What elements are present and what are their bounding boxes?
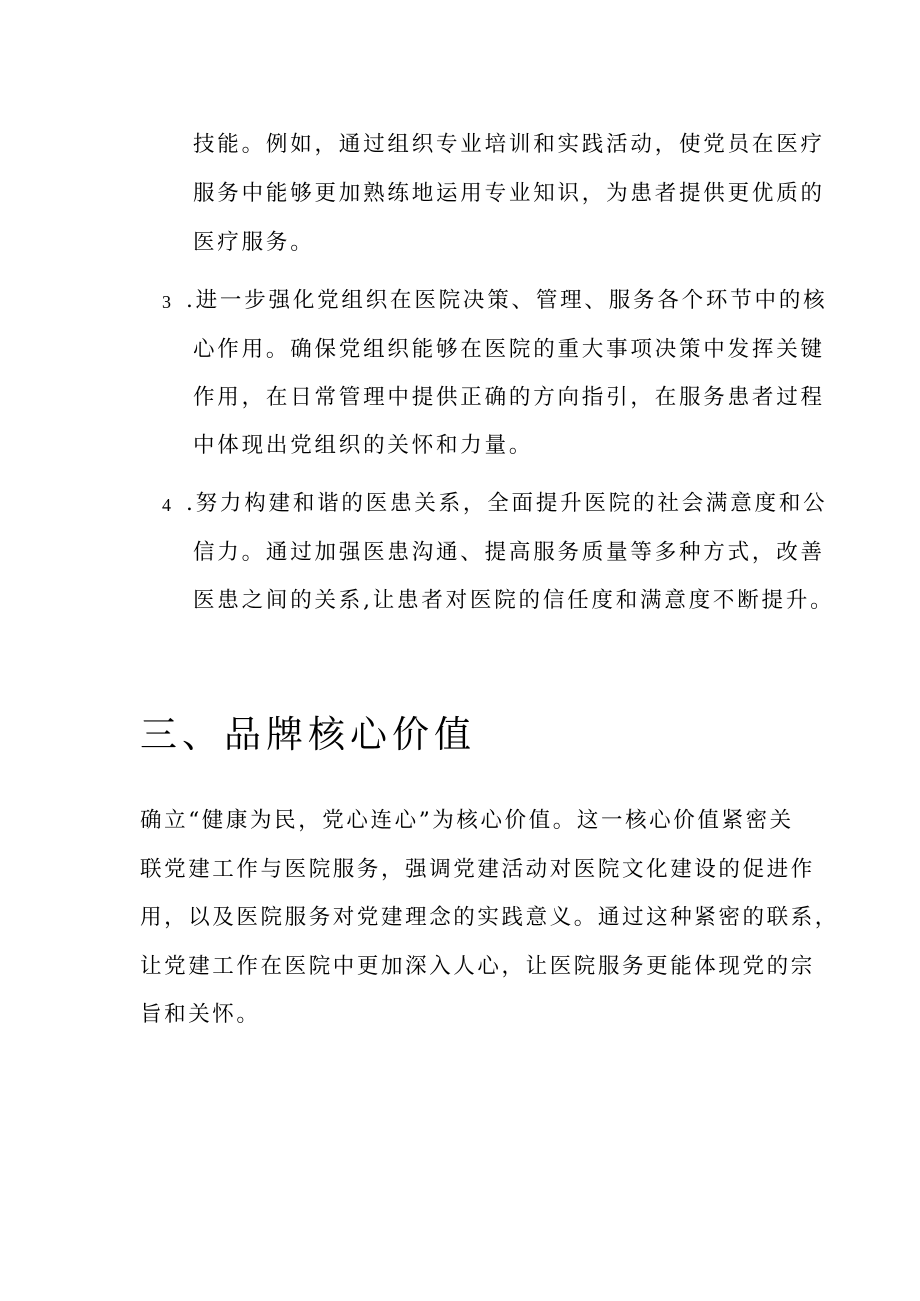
- list-item-line: 信力。通过加强医患沟通、提高服务质量等多种方式，改善: [193, 540, 825, 565]
- list-item-line: 心作用。确保党组织能够在医院的重大事项决策中发挥关键: [193, 337, 825, 362]
- paragraph-line: 技能。例如，通过组织专业培训和实践活动，使党员在医疗: [193, 132, 825, 157]
- section-heading: 三、品牌核心价值: [140, 713, 476, 756]
- list-item-line: .进一步强化党组织在医院决策、管理、服务各个环节中的核: [186, 288, 828, 313]
- body-line: 联党建工作与医院服务，强调党建活动对医院文化建设的促进作: [140, 857, 815, 882]
- body-line: 确立“健康为民，党心连心”为核心价值。这一核心价值紧密关: [140, 808, 794, 833]
- body-line: 旨和关怀。: [140, 1002, 261, 1027]
- paragraph-line: 服务中能够更加熟练地运用专业知识，为患者提供更优质的: [193, 181, 825, 206]
- list-item-line: 医患之间的关系,让患者对医院的信任度和满意度不断提升。: [193, 588, 835, 613]
- paragraph-line: 医疗服务。: [193, 230, 315, 255]
- body-line: 用，以及医院服务对党建理念的实践意义。通过这种紧密的联系，: [140, 905, 839, 930]
- list-item-line: 中体现出党组织的关怀和力量。: [193, 433, 534, 458]
- body-line: 让党建工作在医院中更加深入人心，让医院服务更能体现党的宗: [140, 954, 815, 979]
- list-item-line: .努力构建和谐的医患关系，全面提升医院的社会满意度和公: [186, 491, 828, 516]
- list-item-line: 作用，在日常管理中提供正确的方向指引，在服务患者过程: [193, 385, 825, 410]
- list-item-number: 4: [162, 495, 171, 515]
- list-item-number: 3: [162, 292, 171, 312]
